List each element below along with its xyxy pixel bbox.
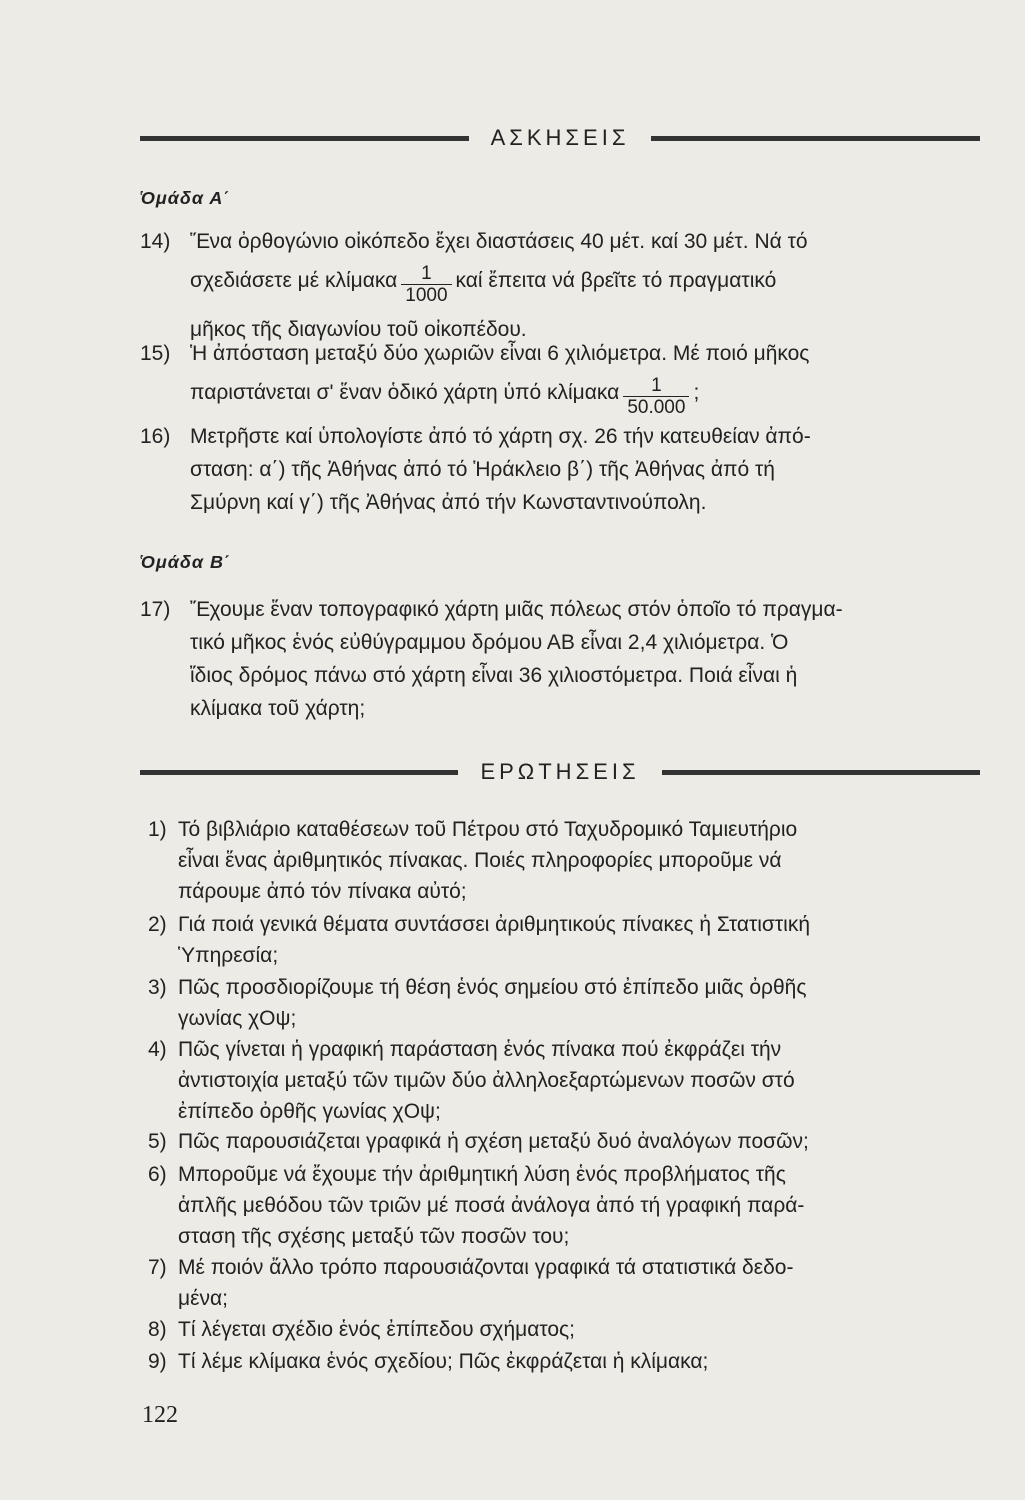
exercise-line: ἴδιος δρόμος πάνω στό χάρτη εἶναι 36 χιλιοστόμετρα. Ποιά εἶναι ἡ bbox=[190, 664, 798, 687]
exercises-header bbox=[140, 123, 980, 153]
header-rule-left bbox=[140, 136, 469, 141]
question-line: Πῶς προσδιορίζουμε τή θέση ἑνός σημείου στό ἐπίπεδο μιᾶς ὀρθῆς bbox=[178, 976, 807, 999]
question-line: Πῶς γίνεται ἡ γραφική παράσταση ἑνός πίνακα πού ἐκφράζει τήν bbox=[178, 1038, 782, 1061]
header-rule-right bbox=[651, 136, 980, 141]
question-number: 8) bbox=[148, 1318, 167, 1341]
question-line: εἶναι ἕνας ἀριθμητικός πίνακας. Ποιές πληροφορίες μποροῦμε νά bbox=[178, 849, 782, 872]
question-line: ἁπλῆς μεθόδου τῶν τριῶν μέ ποσά ἀνάλογα ἀπό τή γραφική παρά- bbox=[178, 1194, 805, 1217]
exercises-title: ΑΣΚΗΣΕΙΣ bbox=[490, 125, 630, 150]
exercise-line: σταση: α΄) τῆς Ἀθήνας ἀπό τό Ἡράκλειο β΄) τῆς Ἀθήνας ἀπό τή bbox=[190, 458, 775, 481]
group-a-label: Ὁμάδα Α΄ bbox=[140, 188, 231, 208]
exercise-line: Ἔχουμε ἕναν τοπογραφικό χάρτη μιᾶς πόλεως στόν ὁποῖο τό πραγμα- bbox=[190, 598, 843, 621]
exercise-line: Σμύρνη καί γ΄) τῆς Ἀθήνας ἀπό τήν Κωνσταντινούπολη. bbox=[190, 491, 707, 514]
exercise-line: τικό μῆκος ἑνός εὐθύγραμμου δρόμου ΑΒ εἶναι 2,4 χιλιόμετρα. Ὁ bbox=[190, 631, 789, 654]
exercise-line: Ἕνα ὀρθογώνιο οἰκόπεδο ἔχει διαστάσεις 40 μέτ. καί 30 μέτ. Νά τό bbox=[190, 230, 808, 253]
page-number: 122 bbox=[142, 1402, 178, 1428]
exercise-line-with-fraction: παριστάνεται σ' ἕναν ὁδικό χάρτη ὑπό κλίμακα $\frac{1}{50.000}$ ; bbox=[190, 375, 700, 418]
question-line: Μέ ποιόν ἄλλο τρόπο παρουσιάζονται γραφικά τά στατιστικά δεδο- bbox=[178, 1256, 794, 1279]
header-rule-right bbox=[662, 770, 980, 775]
scale-fraction: $\frac{1}{50.000}$ bbox=[623, 376, 689, 419]
question-line: Γιά ποιά γενικά θέματα συντάσσει ἀριθμητικούς πίνακες ἡ Στατιστική bbox=[178, 913, 811, 936]
question-number: 2) bbox=[148, 913, 167, 936]
exercise-number: 17) bbox=[140, 598, 171, 621]
question-line: Τί λέμε κλίμακα ἑνός σχεδίου; Πῶς ἐκφράζεται ἡ κλίμακα; bbox=[178, 1350, 709, 1373]
exercise-line: Μετρῆστε καί ὑπολογίστε ἀπό τό χάρτη σχ. 26 τήν κατευθείαν ἀπό- bbox=[190, 425, 811, 448]
exercise-number: 14) bbox=[140, 230, 171, 253]
question-number: 6) bbox=[148, 1163, 167, 1186]
question-number: 9) bbox=[148, 1350, 167, 1373]
exercise-line: κλίμακα τοῦ χάρτη; bbox=[190, 697, 366, 720]
question-number: 7) bbox=[148, 1256, 167, 1279]
exercise-line: Ἡ ἀπόσταση μεταξύ δύο χωριῶν εἶναι 6 χιλιόμετρα. Μέ ποιό μῆκος bbox=[190, 342, 810, 365]
exercise-line-with-fraction: σχεδιάσετε μέ κλίμακα $\frac{1}{1000}$ καί ἔπειτα νά βρεῖτε τό πραγματικό bbox=[190, 263, 777, 306]
question-line: μένα; bbox=[178, 1287, 228, 1310]
exercise-number: 15) bbox=[140, 342, 171, 365]
questions-title: ΕΡΩΤΗΣΕΙΣ bbox=[480, 759, 640, 784]
group-b-label: Ὁμάδα Β΄ bbox=[140, 552, 232, 572]
question-number: 1) bbox=[148, 818, 167, 841]
exercise-line: μῆκος τῆς διαγωνίου τοῦ οἰκοπέδου. bbox=[190, 318, 527, 341]
question-line: Μποροῦμε νά ἔχουμε τήν ἀριθμητική λύση ἑνός προβλήματος τῆς bbox=[178, 1163, 786, 1186]
header-rule-left bbox=[140, 770, 458, 775]
question-line: γωνίας χΟψ; bbox=[178, 1007, 297, 1030]
exercise-number: 16) bbox=[140, 425, 171, 448]
question-line: σταση τῆς σχέσης μεταξύ τῶν ποσῶν του; bbox=[178, 1225, 570, 1248]
question-number: 4) bbox=[148, 1038, 167, 1061]
question-line: Τό βιβλιάριο καταθέσεων τοῦ Πέτρου στό Ταχυδρομικό Ταμιευτήριο bbox=[178, 818, 798, 841]
question-line: πάρουμε ἀπό τόν πίνακα αὐτό; bbox=[178, 880, 467, 903]
question-number: 5) bbox=[148, 1130, 167, 1153]
scale-fraction: $\frac{1}{1000}$ bbox=[401, 264, 451, 307]
question-line: Πῶς παρουσιάζεται γραφικά ἡ σχέση μεταξύ δυό ἀναλόγων ποσῶν; bbox=[178, 1130, 809, 1153]
question-line: ἐπίπεδο ὀρθῆς γωνίας χΟψ; bbox=[178, 1100, 441, 1123]
questions-header bbox=[140, 757, 980, 787]
question-line: ἀντιστοιχία μεταξύ τῶν τιμῶν δύο ἀλληλοεξαρτώμενων ποσῶν στό bbox=[178, 1069, 795, 1092]
question-line: Τί λέγεται σχέδιο ἑνός ἐπίπεδου σχήματος; bbox=[178, 1318, 575, 1341]
question-line: Ὑπηρεσία; bbox=[178, 944, 279, 967]
question-number: 3) bbox=[148, 976, 167, 999]
